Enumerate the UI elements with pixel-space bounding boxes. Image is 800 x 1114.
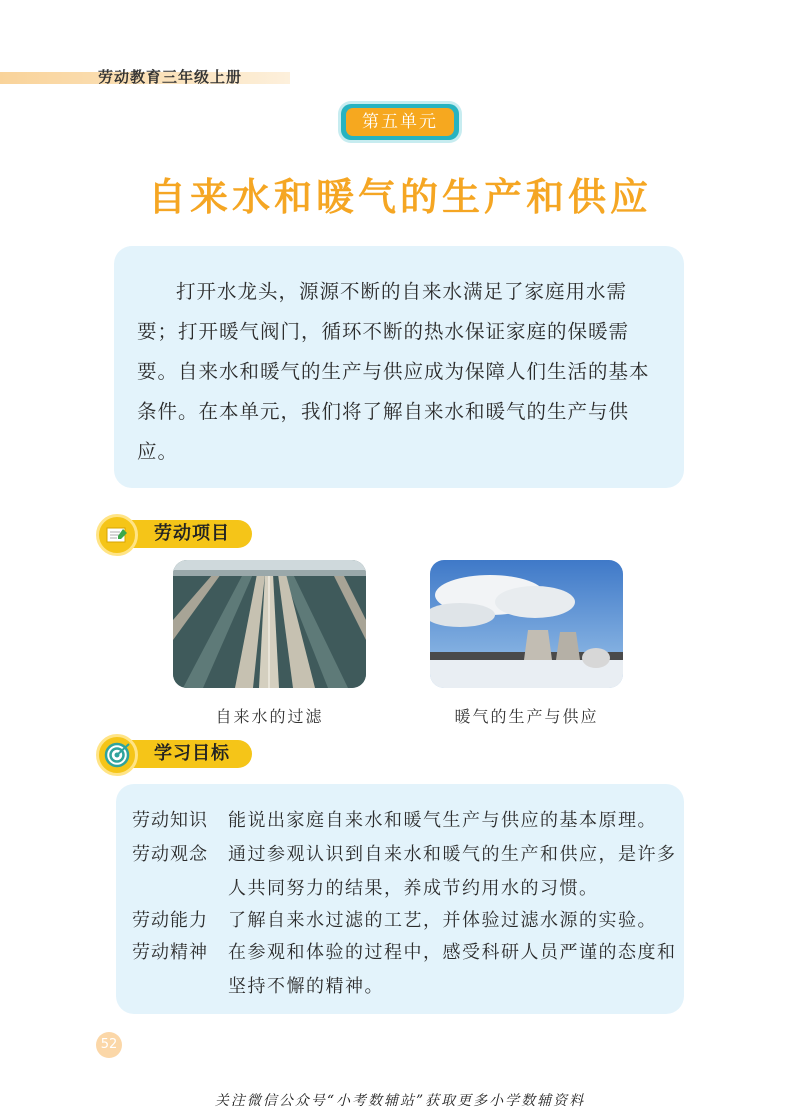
goal-text: 能说出家庭自来水和暖气生产与供应的基本原理。: [228, 810, 657, 831]
unit-label: 第五单元: [346, 108, 454, 136]
goal-text: 在参观和体验的过程中，感受科研人员严谨的态度和坚持不懈的精神。: [228, 942, 677, 997]
goal-text: 了解自来水过滤的工艺，并体验过滤水源的实验。: [228, 910, 657, 931]
photo-caption-heating: 暖气的生产与供应: [454, 707, 599, 726]
goal-text: 通过参观认识到自来水和暖气的生产和供应，是许多人共同努力的结果，养成节约用水的习惯。: [228, 844, 677, 899]
goal-label: 劳动观念: [132, 844, 208, 865]
unit-badge: [341, 104, 459, 140]
notebook-pencil-icon: [96, 514, 138, 556]
goal-label: 劳动知识: [132, 810, 208, 831]
water-filtration-photo: [173, 560, 366, 688]
target-icon: [96, 734, 138, 776]
section-heading-projects: [96, 514, 256, 552]
goal-label: 劳动精神: [132, 942, 208, 963]
page-number: 52: [96, 1032, 122, 1058]
book-title: 劳动教育三年级上册: [98, 68, 243, 86]
heading-pill: [118, 520, 252, 548]
footer-note: 关注微信公众号“小考数辅站”获取更多小学数辅资料: [214, 1093, 586, 1109]
page-title: 自来水和暖气的生产和供应: [147, 175, 652, 219]
section-heading-goals: [96, 734, 256, 772]
heating-plant-photo: [430, 560, 623, 688]
photo-caption-filtration: 自来水的过滤: [215, 707, 324, 726]
goal-label: 劳动能力: [132, 910, 208, 931]
heading-label: 学习目标: [154, 743, 230, 764]
intro-paragraph: 打开水龙头，源源不断的自来水满足了家庭用水需要；打开暖气阀门，循环不断的热水保证家庭的保暖需要。自来水和暖气的生产与供应成为保障人们生活的基本条件。在本单元，我们将了解自来水和暖气的生产与供应。: [137, 280, 650, 463]
heading-label: 劳动项目: [154, 523, 230, 544]
heading-pill: [118, 740, 252, 768]
